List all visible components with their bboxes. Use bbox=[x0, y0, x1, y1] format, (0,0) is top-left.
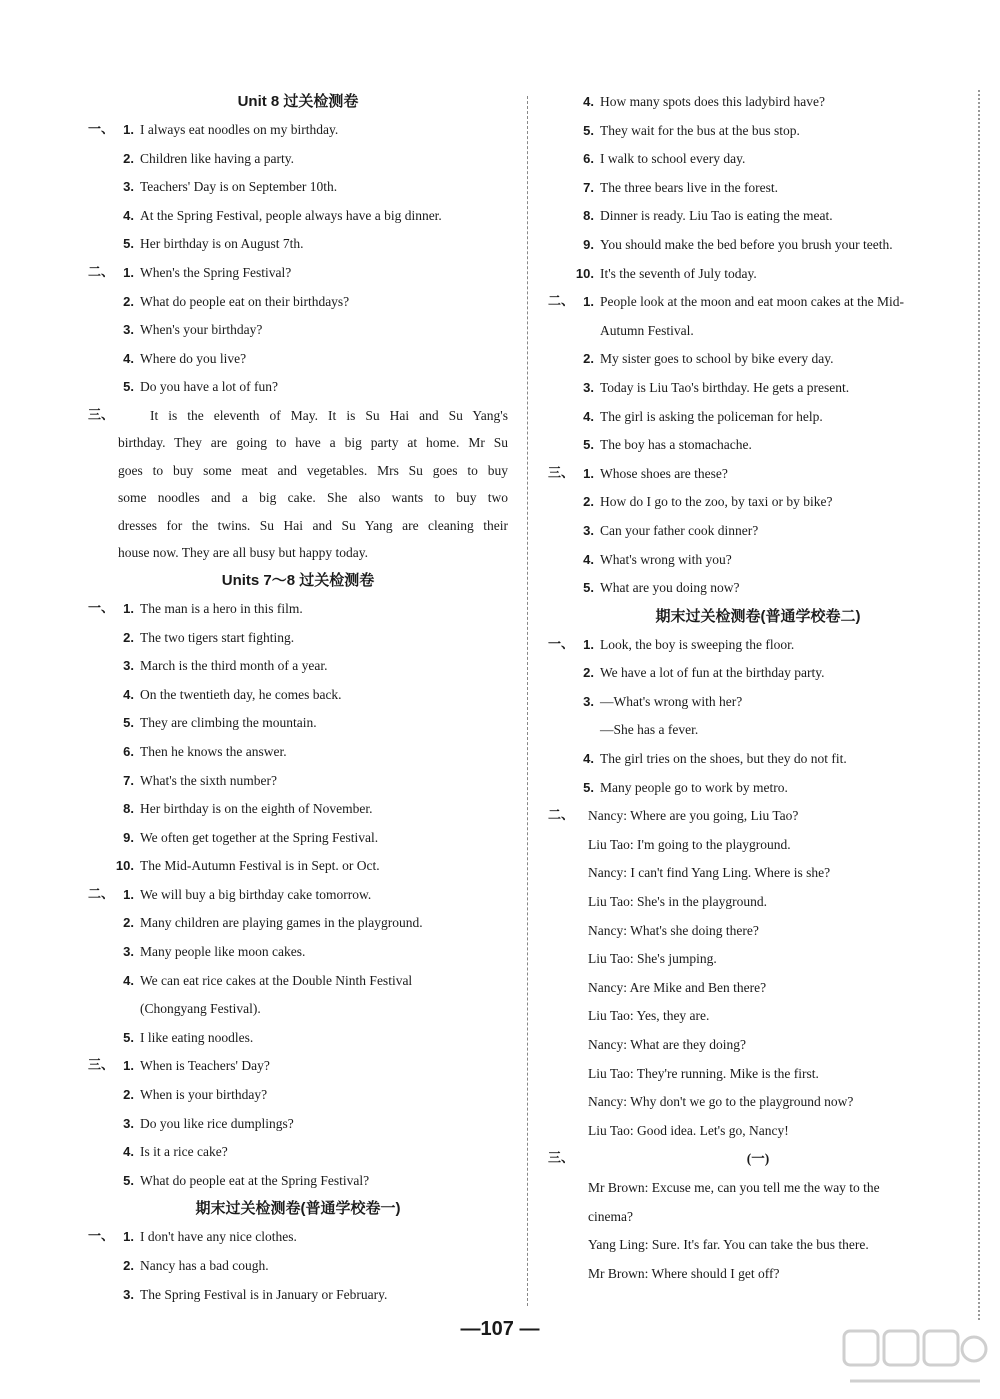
paragraph-text: birthday. They are going to have a big party at home. Mr Su bbox=[118, 435, 508, 451]
item-text: Do you like rice dumplings? bbox=[140, 1115, 294, 1131]
section-marker: 三、 bbox=[548, 1151, 575, 1167]
answer-item bbox=[88, 1110, 508, 1139]
paragraph-line bbox=[88, 429, 508, 457]
item-number: 2. bbox=[583, 351, 594, 367]
item-number-box bbox=[88, 202, 134, 231]
section-marker: 三、 bbox=[548, 465, 575, 481]
section-marker: 二、 bbox=[548, 808, 575, 824]
item-text: Then he knows the answer. bbox=[140, 743, 287, 759]
answer-item bbox=[88, 259, 508, 288]
item-number: 3. bbox=[583, 379, 594, 395]
paragraph-text: dresses for the twins. Su Hai and Su Yang are cleaning their bbox=[118, 517, 508, 533]
answer-item bbox=[548, 202, 968, 231]
answer-item bbox=[88, 995, 508, 1024]
item-number-box bbox=[548, 202, 594, 231]
answer-item bbox=[88, 316, 508, 345]
item-number-box bbox=[88, 316, 134, 345]
item-text: Whose shoes are these? bbox=[600, 465, 728, 481]
item-number: 4. bbox=[583, 408, 594, 424]
item-number: 1. bbox=[123, 122, 134, 137]
right-column bbox=[548, 88, 968, 1288]
item-number: 5. bbox=[123, 1172, 134, 1188]
answer-item bbox=[88, 1223, 508, 1252]
section-marker: 一、 bbox=[88, 122, 115, 137]
item-number: 6. bbox=[123, 743, 134, 759]
answer-item bbox=[88, 967, 508, 996]
item-text: Nancy: Where are you going, Liu Tao? bbox=[588, 808, 799, 824]
item-number-box bbox=[88, 595, 134, 624]
item-text: Mr Brown: Where should I get off? bbox=[588, 1265, 780, 1281]
item-number: 3. bbox=[583, 522, 594, 538]
section-heading: 期末过关检测卷(普通学校卷二) bbox=[655, 607, 861, 625]
answer-item bbox=[88, 116, 508, 145]
answer-item bbox=[88, 1024, 508, 1053]
item-number: 2. bbox=[123, 293, 134, 309]
section-marker: 一、 bbox=[88, 1229, 115, 1245]
answer-item bbox=[548, 174, 968, 203]
item-text: Do you have a lot of fun? bbox=[140, 379, 278, 395]
item-text: What's the sixth number? bbox=[140, 772, 278, 788]
answer-item bbox=[88, 852, 508, 881]
section-marker: 一、 bbox=[548, 636, 575, 652]
answer-item bbox=[548, 317, 968, 346]
item-number-box bbox=[88, 967, 134, 996]
section-marker: 二、 bbox=[548, 294, 575, 310]
answer-item bbox=[88, 145, 508, 174]
item-number: 1. bbox=[123, 1229, 134, 1245]
watermark-icon bbox=[840, 1325, 990, 1395]
item-number-box bbox=[88, 1138, 134, 1167]
item-number: 1. bbox=[583, 636, 594, 652]
answer-item bbox=[548, 460, 968, 489]
item-text: Liu Tao: I'm going to the playground. bbox=[588, 836, 791, 852]
answer-item bbox=[548, 345, 968, 374]
item-text: Children like having a party. bbox=[140, 150, 294, 166]
item-number-box bbox=[88, 738, 134, 767]
item-text: Liu Tao: Good idea. Let's go, Nancy! bbox=[588, 1122, 789, 1138]
item-number-box bbox=[548, 88, 594, 117]
item-number: 3. bbox=[123, 179, 134, 195]
item-text: What do people eat at the Spring Festival? bbox=[140, 1172, 370, 1188]
answer-item bbox=[88, 795, 508, 824]
item-number: 5. bbox=[123, 1029, 134, 1045]
item-text: Nancy has a bad cough. bbox=[140, 1258, 269, 1273]
item-text: Nancy: What's she doing there? bbox=[588, 922, 759, 938]
item-number-box bbox=[88, 795, 134, 824]
dialog-line bbox=[548, 1231, 968, 1260]
item-number-box bbox=[88, 145, 134, 174]
dialog-line bbox=[548, 1002, 968, 1031]
dialog-line bbox=[548, 859, 968, 888]
item-number: 6. bbox=[583, 151, 594, 167]
answer-item bbox=[548, 774, 968, 803]
item-number: 5. bbox=[583, 779, 594, 795]
item-number-box bbox=[548, 174, 594, 203]
item-text: What do people eat on their birthdays? bbox=[140, 293, 350, 309]
dialog-line bbox=[548, 1031, 968, 1060]
answer-item bbox=[548, 88, 968, 117]
item-text: The boy has a stomachache. bbox=[600, 437, 752, 453]
answer-item bbox=[88, 173, 508, 202]
item-text: We can eat rice cakes at the Double Ninth Festival bbox=[140, 972, 413, 988]
item-text: When's the Spring Festival? bbox=[140, 264, 292, 280]
item-number: 7. bbox=[123, 772, 134, 788]
item-text: I always eat noodles on my birthday. bbox=[140, 122, 339, 137]
item-number-box bbox=[88, 938, 134, 967]
answer-item bbox=[88, 202, 508, 231]
page-number: —107 — bbox=[460, 1318, 540, 1340]
item-text: Look, the boy is sweeping the floor. bbox=[600, 636, 795, 652]
item-text: We often get together at the Spring Festival. bbox=[140, 829, 379, 845]
item-number: 4. bbox=[123, 207, 134, 223]
section-marker: 二、 bbox=[88, 886, 115, 902]
item-text: Today is Liu Tao's birthday. He gets a present. bbox=[600, 379, 850, 395]
answer-item bbox=[88, 230, 508, 259]
item-number-box bbox=[548, 231, 594, 260]
paragraph-line bbox=[88, 457, 508, 485]
item-text: Teachers' Day is on September 10th. bbox=[140, 179, 338, 195]
item-number: 1. bbox=[123, 886, 134, 902]
item-number: 2. bbox=[123, 629, 134, 645]
item-text: Her birthday is on August 7th. bbox=[140, 236, 304, 252]
answer-item bbox=[88, 909, 508, 938]
item-number: 5. bbox=[123, 236, 134, 252]
answer-item bbox=[88, 1052, 508, 1081]
item-number-box bbox=[88, 709, 134, 738]
item-text: Dinner is ready. Liu Tao is eating the meat. bbox=[600, 208, 833, 224]
item-number-box bbox=[548, 688, 594, 717]
item-number-box bbox=[88, 230, 134, 259]
item-number: 1. bbox=[583, 294, 594, 310]
item-number-box bbox=[88, 1223, 134, 1252]
item-text: Where do you live? bbox=[140, 350, 247, 366]
item-number: 8. bbox=[123, 801, 134, 817]
item-number-box bbox=[548, 745, 594, 774]
item-number-box bbox=[548, 774, 594, 803]
answer-item bbox=[88, 345, 508, 374]
item-number: 4. bbox=[123, 1144, 134, 1160]
item-text: What are you doing now? bbox=[600, 580, 740, 596]
item-text: Yang Ling: Sure. It's far. You can take the bus there. bbox=[588, 1237, 869, 1253]
item-text: When is your birthday? bbox=[140, 1087, 268, 1103]
answer-item bbox=[88, 595, 508, 624]
item-text: How do I go to the zoo, by taxi or by bike? bbox=[600, 494, 833, 510]
answer-item bbox=[548, 374, 968, 403]
item-number: 2. bbox=[583, 494, 594, 510]
item-number: 3. bbox=[123, 1286, 134, 1302]
answer-item bbox=[548, 574, 968, 603]
item-number-box bbox=[88, 288, 134, 317]
answer-item bbox=[88, 681, 508, 710]
item-number: 5. bbox=[583, 580, 594, 596]
item-text: My sister goes to school by bike every day. bbox=[600, 351, 834, 367]
answer-item bbox=[88, 624, 508, 653]
answer-item bbox=[548, 431, 968, 460]
item-number-box bbox=[548, 288, 594, 317]
answer-item bbox=[548, 117, 968, 146]
item-number-box bbox=[88, 1252, 134, 1281]
item-number-box bbox=[548, 260, 594, 289]
item-number-box bbox=[88, 624, 134, 653]
item-number-box bbox=[88, 824, 134, 853]
item-text: They wait for the bus at the bus stop. bbox=[600, 122, 800, 138]
item-text: I like eating noodles. bbox=[140, 1029, 254, 1045]
item-number: 9. bbox=[123, 829, 134, 845]
dialog-line bbox=[548, 974, 968, 1003]
item-text: Her birthday is on the eighth of November. bbox=[140, 801, 373, 817]
item-number-box bbox=[88, 852, 134, 881]
answer-item bbox=[88, 938, 508, 967]
item-text: Nancy: What are they doing? bbox=[588, 1037, 746, 1052]
answer-item bbox=[88, 738, 508, 767]
answer-item bbox=[88, 288, 508, 317]
item-text: Liu Tao: Yes, they are. bbox=[588, 1008, 710, 1024]
item-text: Liu Tao: She's in the playground. bbox=[588, 894, 767, 910]
item-number: 5. bbox=[583, 437, 594, 453]
item-number: 4. bbox=[583, 94, 594, 109]
item-number: 4. bbox=[123, 972, 134, 988]
item-number: 3. bbox=[123, 944, 134, 960]
answer-item bbox=[88, 1167, 508, 1196]
item-number: 8. bbox=[583, 208, 594, 224]
item-text: The three bears live in the forest. bbox=[600, 179, 779, 195]
item-number-box bbox=[548, 374, 594, 403]
item-number-box bbox=[88, 681, 134, 710]
item-number: 3. bbox=[123, 322, 134, 338]
answer-item bbox=[88, 373, 508, 402]
item-number: 10. bbox=[115, 858, 134, 874]
item-text: Liu Tao: They're running. Mike is the first. bbox=[588, 1065, 819, 1081]
item-text: The girl is asking the policeman for help. bbox=[600, 408, 823, 424]
item-number-box bbox=[548, 659, 594, 688]
item-number-box bbox=[88, 1052, 134, 1081]
item-text: Is it a rice cake? bbox=[140, 1144, 228, 1160]
item-number-box bbox=[88, 652, 134, 681]
item-number-box bbox=[548, 517, 594, 546]
item-number-box bbox=[88, 881, 134, 910]
item-number: 1. bbox=[123, 600, 134, 616]
item-number-box bbox=[88, 1281, 134, 1310]
answer-item bbox=[88, 767, 508, 796]
item-number-box bbox=[548, 145, 594, 174]
item-text: The two tigers start fighting. bbox=[140, 629, 295, 645]
item-number-box bbox=[88, 173, 134, 202]
answer-item bbox=[548, 488, 968, 517]
item-text: On the twentieth day, he comes back. bbox=[140, 686, 342, 702]
item-number: 2. bbox=[123, 1087, 134, 1103]
answer-item bbox=[88, 709, 508, 738]
item-number-box bbox=[548, 403, 594, 432]
answer-item bbox=[88, 1138, 508, 1167]
left-column bbox=[88, 88, 508, 1309]
answer-item bbox=[548, 517, 968, 546]
column-divider bbox=[527, 96, 528, 1306]
item-text: Can your father cook dinner? bbox=[600, 522, 759, 538]
item-number: 2. bbox=[123, 150, 134, 166]
answer-item bbox=[548, 631, 968, 660]
paragraph-line bbox=[88, 512, 508, 540]
item-number: 2. bbox=[583, 665, 594, 681]
item-text: People look at the moon and eat moon cakes at the Mid- bbox=[600, 294, 905, 310]
item-text: The man is a hero in this film. bbox=[140, 600, 303, 616]
item-text: I don't have any nice clothes. bbox=[140, 1229, 297, 1245]
item-number-box bbox=[548, 488, 594, 517]
item-number: 1. bbox=[123, 1058, 134, 1074]
item-number: 5. bbox=[123, 379, 134, 395]
dialog-line bbox=[548, 888, 968, 917]
dialog-line bbox=[548, 945, 968, 974]
item-number: 9. bbox=[583, 236, 594, 252]
dialog-line bbox=[548, 1260, 968, 1289]
item-number: 4. bbox=[123, 350, 134, 366]
item-text: We will buy a big birthday cake tomorrow. bbox=[140, 886, 372, 902]
item-text: The Spring Festival is in January or February. bbox=[140, 1286, 388, 1302]
item-text: The girl tries on the shoes, but they do not fit. bbox=[600, 751, 847, 767]
dialog-line bbox=[548, 1088, 968, 1117]
item-text: How many spots does this ladybird have? bbox=[600, 94, 825, 109]
dialog-line bbox=[548, 1174, 968, 1203]
item-number-box bbox=[88, 1081, 134, 1110]
item-number-box bbox=[548, 345, 594, 374]
item-number: 3. bbox=[123, 658, 134, 674]
paragraph-line bbox=[88, 539, 508, 567]
answer-item bbox=[88, 881, 508, 910]
item-text: Many people like moon cakes. bbox=[140, 944, 306, 960]
item-number: 2. bbox=[123, 915, 134, 931]
sub-heading: (一) bbox=[746, 1151, 770, 1167]
item-text: Many children are playing games in the playground. bbox=[140, 915, 423, 931]
item-text: March is the third month of a year. bbox=[140, 658, 328, 674]
item-text: When's your birthday? bbox=[140, 322, 263, 338]
section-marker: 一、 bbox=[88, 600, 115, 616]
item-number: 4. bbox=[583, 551, 594, 567]
answer-item bbox=[548, 231, 968, 260]
dialog-line bbox=[548, 1117, 968, 1146]
item-number: 1. bbox=[123, 264, 134, 280]
paragraph-text: goes to buy some meat and vegetables. Mrs Su goes to buy bbox=[118, 462, 508, 478]
section-marker: 二、 bbox=[88, 264, 115, 280]
item-text: Nancy: Are Mike and Ben there? bbox=[588, 979, 767, 995]
item-number: 5. bbox=[123, 715, 134, 731]
answer-item bbox=[88, 1281, 508, 1310]
item-number-box bbox=[548, 117, 594, 146]
item-number: 10. bbox=[575, 265, 594, 281]
item-number: 4. bbox=[123, 686, 134, 702]
item-number: 7. bbox=[583, 179, 594, 195]
dialog-line bbox=[548, 1060, 968, 1089]
item-number: 3. bbox=[123, 1115, 134, 1131]
item-number-box bbox=[88, 1024, 134, 1053]
page-edge-dots bbox=[978, 90, 980, 1320]
item-text: cinema? bbox=[588, 1208, 633, 1224]
dialog-line bbox=[548, 1203, 968, 1232]
item-text: (Chongyang Festival). bbox=[140, 1001, 261, 1017]
item-number-box bbox=[548, 546, 594, 575]
dialog-line bbox=[548, 802, 968, 831]
paragraph-text: some noodles and a big cake. She also wants to buy two bbox=[118, 490, 508, 506]
section-heading: 期末过关检测卷(普通学校卷一) bbox=[195, 1200, 401, 1218]
answer-item bbox=[548, 403, 968, 432]
answer-item bbox=[548, 145, 968, 174]
item-text: At the Spring Festival, people always have a big dinner. bbox=[140, 207, 442, 223]
section-marker: 三、 bbox=[88, 407, 115, 423]
answer-item bbox=[88, 1252, 508, 1281]
item-text: What's wrong with you? bbox=[600, 551, 732, 567]
item-text: We have a lot of fun at the birthday party. bbox=[600, 665, 825, 681]
item-number-box bbox=[88, 1110, 134, 1139]
answer-item bbox=[548, 688, 968, 717]
item-text: Autumn Festival. bbox=[600, 322, 694, 338]
section-heading: Unit 8 过关检测卷 bbox=[237, 93, 359, 110]
item-text: —She has a fever. bbox=[600, 722, 699, 738]
paragraph-line bbox=[88, 484, 508, 512]
item-number: 3. bbox=[583, 693, 594, 709]
item-number-box bbox=[88, 373, 134, 402]
item-number-box bbox=[88, 1167, 134, 1196]
item-number-box bbox=[548, 574, 594, 603]
item-number-box bbox=[88, 259, 134, 288]
dialog-line bbox=[548, 917, 968, 946]
item-text: You should make the bed before you brush your teeth. bbox=[600, 236, 893, 252]
item-number: 1. bbox=[583, 465, 594, 481]
item-text: Many people go to work by metro. bbox=[600, 779, 788, 795]
item-number-box bbox=[548, 460, 594, 489]
answer-item bbox=[88, 824, 508, 853]
item-text: I walk to school every day. bbox=[600, 151, 746, 167]
item-text: —What's wrong with her? bbox=[600, 693, 743, 709]
item-number-box bbox=[548, 631, 594, 660]
answer-item bbox=[548, 288, 968, 317]
dialog-line bbox=[548, 831, 968, 860]
answer-item bbox=[548, 716, 968, 745]
paragraph-text: house now. They are all busy but happy today. bbox=[118, 545, 368, 561]
paragraph-text: It is the eleventh of May. It is Su Hai and Su Yang's bbox=[150, 407, 508, 423]
item-text: It's the seventh of July today. bbox=[600, 265, 757, 281]
answer-item bbox=[88, 652, 508, 681]
item-number-box bbox=[88, 116, 134, 145]
answer-item bbox=[548, 745, 968, 774]
answer-item bbox=[548, 260, 968, 289]
item-text: Mr Brown: Excuse me, can you tell me the way to the bbox=[588, 1179, 880, 1195]
item-text: The Mid-Autumn Festival is in Sept. or Oct. bbox=[140, 858, 380, 874]
section-heading: Units 7～8 过关检测卷 bbox=[221, 571, 375, 589]
item-text: Nancy: I can't find Yang Ling. Where is she? bbox=[588, 865, 831, 881]
item-text: Nancy: Why don't we go to the playground now? bbox=[588, 1094, 854, 1110]
answer-item bbox=[548, 659, 968, 688]
section-marker: 三、 bbox=[88, 1058, 115, 1074]
item-number: 4. bbox=[583, 751, 594, 767]
item-text: Liu Tao: She's jumping. bbox=[588, 951, 717, 967]
item-text: When is Teachers' Day? bbox=[140, 1058, 270, 1074]
item-number: 2. bbox=[123, 1258, 134, 1273]
item-number-box bbox=[88, 345, 134, 374]
answer-item bbox=[548, 1145, 968, 1174]
paragraph-line bbox=[88, 402, 508, 430]
item-number-box bbox=[88, 909, 134, 938]
item-number: 5. bbox=[583, 122, 594, 138]
answer-item bbox=[88, 1081, 508, 1110]
item-number-box bbox=[548, 431, 594, 460]
answer-item bbox=[548, 546, 968, 575]
item-number-box bbox=[88, 767, 134, 796]
item-text: They are climbing the mountain. bbox=[140, 715, 317, 731]
